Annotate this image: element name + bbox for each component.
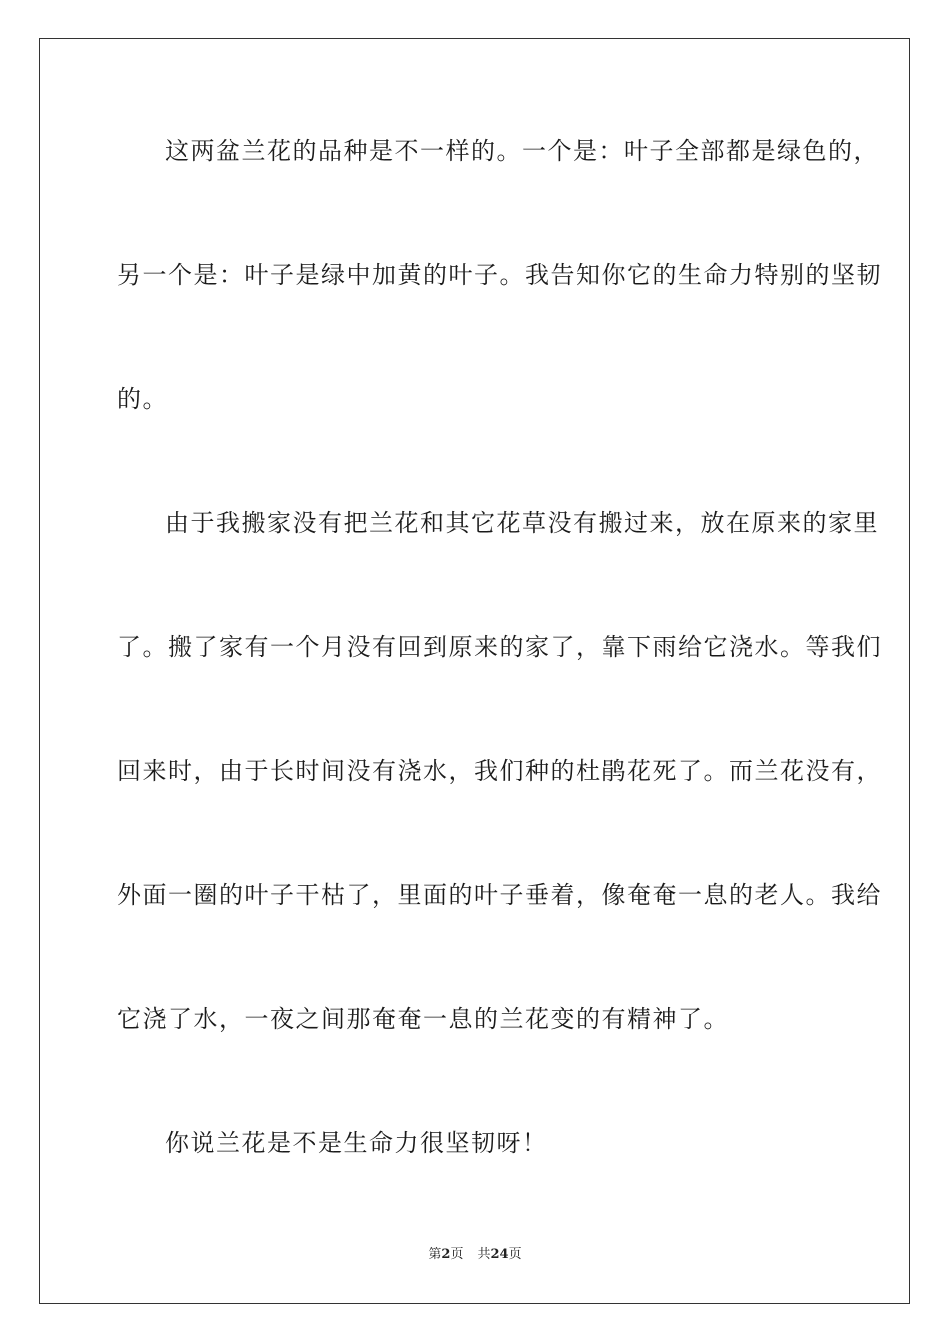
- paragraph-line: 回来时，由于长时间没有浇水，我们种的杜鹃花死了。而兰花没有，: [117, 757, 882, 785]
- page-border: [39, 38, 910, 1304]
- paragraph-line: 了。搬了家有一个月没有回到原来的家了，靠下雨给它浇水。等我们: [117, 633, 882, 661]
- paragraph-line: 另一个是：叶子是绿中加黄的叶子。我告知你它的生命力特别的坚韧: [117, 261, 882, 289]
- page-suffix: 页: [450, 1247, 464, 1262]
- page-number: 2: [441, 1247, 451, 1262]
- paragraph-line: 由于我搬家没有把兰花和其它花草没有搬过来，放在原来的家里: [165, 509, 879, 537]
- paragraph-line: 的。: [117, 385, 168, 413]
- page-footer: [0, 1246, 950, 1264]
- paragraph-line: 它浇了水，一夜之间那奄奄一息的兰花变的有精神了。: [117, 1005, 729, 1033]
- total-prefix: 共: [477, 1247, 491, 1262]
- total-suffix: 页: [508, 1247, 522, 1262]
- total-pages: 24: [490, 1247, 509, 1262]
- paragraph-line: 这两盆兰花的品种是不一样的。一个是：叶子全部都是绿色的，: [165, 137, 879, 165]
- paragraph-line: 你说兰花是不是生命力很坚韧呀！: [165, 1129, 548, 1157]
- paragraph-line: 外面一圈的叶子干枯了，里面的叶子垂着，像奄奄一息的老人。我给: [117, 881, 882, 909]
- page-prefix: 第: [428, 1247, 442, 1262]
